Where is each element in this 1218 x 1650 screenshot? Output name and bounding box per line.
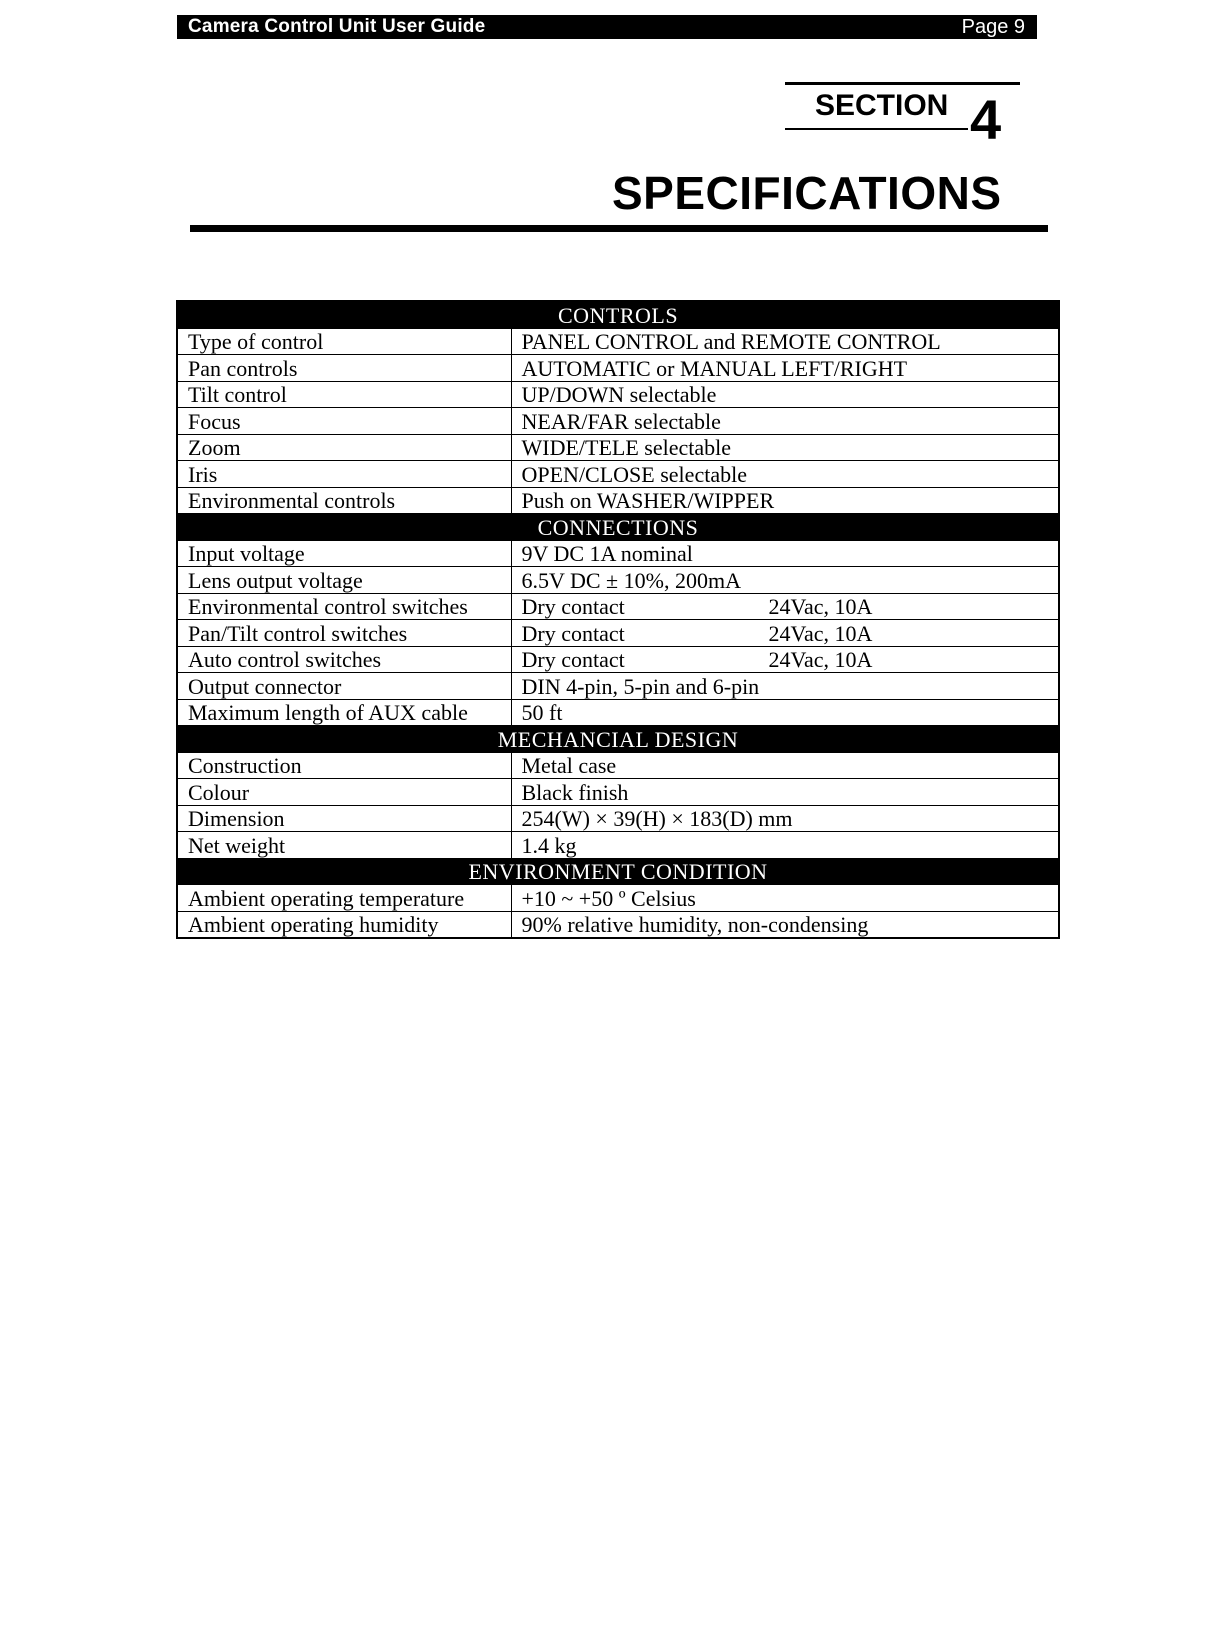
spec-value-rating: 24Vac, 10A — [768, 647, 873, 672]
spec-value: UP/DOWN selectable — [511, 381, 1059, 408]
spec-label: Pan controls — [177, 355, 511, 382]
table-row — [177, 408, 1059, 435]
table-row — [177, 434, 1059, 461]
table-row — [177, 381, 1059, 408]
table-row — [177, 673, 1059, 700]
spec-value: 254(W) × 39(H) × 183(D) mm — [511, 805, 1059, 832]
table-row — [177, 355, 1059, 382]
section-heading-row — [177, 514, 1059, 541]
spec-label: Input voltage — [177, 540, 511, 567]
section-label: SECTION — [815, 89, 949, 122]
spec-value-type: Dry contact — [521, 620, 625, 646]
table-row — [177, 805, 1059, 832]
spec-label: Lens output voltage — [177, 567, 511, 594]
specifications-table — [176, 300, 1060, 939]
table-row — [177, 752, 1059, 779]
spec-value: 50 ft — [511, 699, 1059, 726]
spec-value: OPEN/CLOSE selectable — [511, 461, 1059, 488]
table-row — [177, 540, 1059, 567]
spec-label: Auto control switches — [177, 646, 511, 673]
spec-value: Push on WASHER/WIPPER — [511, 487, 1059, 514]
spec-label: Zoom — [177, 434, 511, 461]
spec-label: Tilt control — [177, 381, 511, 408]
table-row — [177, 779, 1059, 806]
table-row — [177, 885, 1059, 912]
spec-value — [511, 620, 1059, 647]
section-heading: CONTROLS — [177, 301, 1059, 328]
spec-value-rating: 24Vac, 10A — [768, 594, 873, 619]
title-rule — [190, 225, 1048, 232]
table-row — [177, 328, 1059, 355]
section-heading-row — [177, 726, 1059, 753]
spec-label: Pan/Tilt control switches — [177, 620, 511, 647]
spec-value: 9V DC 1A nominal — [511, 540, 1059, 567]
table-row — [177, 487, 1059, 514]
spec-label: Environmental controls — [177, 487, 511, 514]
section-heading: ENVIRONMENT CONDITION — [177, 858, 1059, 885]
spec-label: Colour — [177, 779, 511, 806]
section-heading-row — [177, 301, 1059, 328]
spec-value: NEAR/FAR selectable — [511, 408, 1059, 435]
spec-value: 1.4 kg — [511, 832, 1059, 859]
section-heading: MECHANCIAL DESIGN — [177, 726, 1059, 753]
spec-label: Environmental control switches — [177, 593, 511, 620]
document-title: Camera Control Unit User Guide — [188, 16, 486, 37]
spec-value-type: Dry contact — [521, 647, 625, 672]
spec-value: Metal case — [511, 752, 1059, 779]
spec-value-type: Dry contact — [521, 594, 625, 619]
table-row — [177, 699, 1059, 726]
table-row — [177, 567, 1059, 594]
spec-label: Iris — [177, 461, 511, 488]
table-row — [177, 832, 1059, 859]
table-row — [177, 461, 1059, 488]
spec-label: Output connector — [177, 673, 511, 700]
page-title: SPECIFICATIONS — [612, 167, 1002, 219]
spec-label: Ambient operating humidity — [177, 911, 511, 938]
spec-label: Net weight — [177, 832, 511, 859]
section-heading: CONNECTIONS — [177, 514, 1059, 541]
section-heading-row — [177, 858, 1059, 885]
table-row — [177, 593, 1059, 620]
spec-label: Focus — [177, 408, 511, 435]
spec-value: 6.5V DC ± 10%, 200mA — [511, 567, 1059, 594]
page-header — [177, 15, 1037, 39]
table-row — [177, 620, 1059, 647]
section-number: 4 — [970, 88, 1002, 151]
spec-value — [511, 593, 1059, 620]
section-underline — [785, 128, 968, 130]
spec-value: AUTOMATIC or MANUAL LEFT/RIGHT — [511, 355, 1059, 382]
spec-value: 90% relative humidity, non-condensing — [511, 911, 1059, 938]
spec-label: Construction — [177, 752, 511, 779]
spec-value: Black finish — [511, 779, 1059, 806]
spec-label: Type of control — [177, 328, 511, 355]
spec-label: Dimension — [177, 805, 511, 832]
table-row — [177, 911, 1059, 938]
spec-value: PANEL CONTROL and REMOTE CONTROL — [511, 328, 1059, 355]
spec-value-rating: 24Vac, 10A — [768, 620, 873, 646]
table-row — [177, 646, 1059, 673]
page-number: Page 9 — [961, 16, 1025, 38]
spec-label: Maximum length of AUX cable — [177, 699, 511, 726]
spec-label: Ambient operating temperature — [177, 885, 511, 912]
spec-value: WIDE/TELE selectable — [511, 434, 1059, 461]
spec-value: DIN 4-pin, 5-pin and 6-pin — [511, 673, 1059, 700]
spec-value: +10 ~ +50 º Celsius — [511, 885, 1059, 912]
spec-value — [511, 646, 1059, 673]
